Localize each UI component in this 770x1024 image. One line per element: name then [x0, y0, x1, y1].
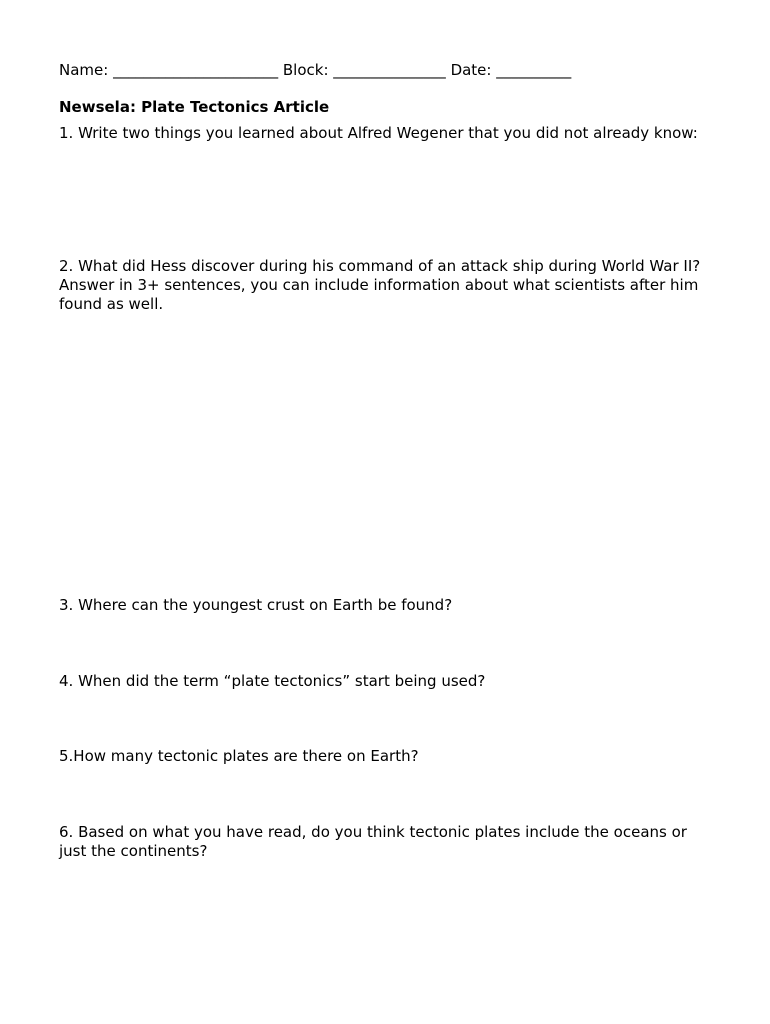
- name-label: Name:: [59, 61, 109, 79]
- block-blank: _______________: [333, 61, 446, 79]
- worksheet-title: Newsela: Plate Tectonics Article: [59, 98, 330, 116]
- question-2: 2. What did Hess discover during his command of an attack ship during World War II? Answer in 3+ sentences, you can include information about what scientists after him found as well.: [59, 257, 705, 313]
- question-4: 4. When did the term “plate tectonics” start being used?: [59, 672, 486, 690]
- student-info-line: [59, 61, 719, 80]
- date-label: Date:: [450, 61, 492, 79]
- name-blank: ______________________: [113, 61, 279, 79]
- block-label: Block:: [282, 61, 329, 79]
- question-3: 3. Where can the youngest crust on Earth be found?: [59, 596, 453, 614]
- question-1: 1. Write two things you learned about Alfred Wegener that you did not already know:: [59, 124, 698, 142]
- date-blank: __________: [496, 61, 572, 79]
- question-6: 6. Based on what you have read, do you think tectonic plates include the oceans or just the continents?: [59, 823, 692, 860]
- question-5: 5.How many tectonic plates are there on Earth?: [59, 747, 419, 765]
